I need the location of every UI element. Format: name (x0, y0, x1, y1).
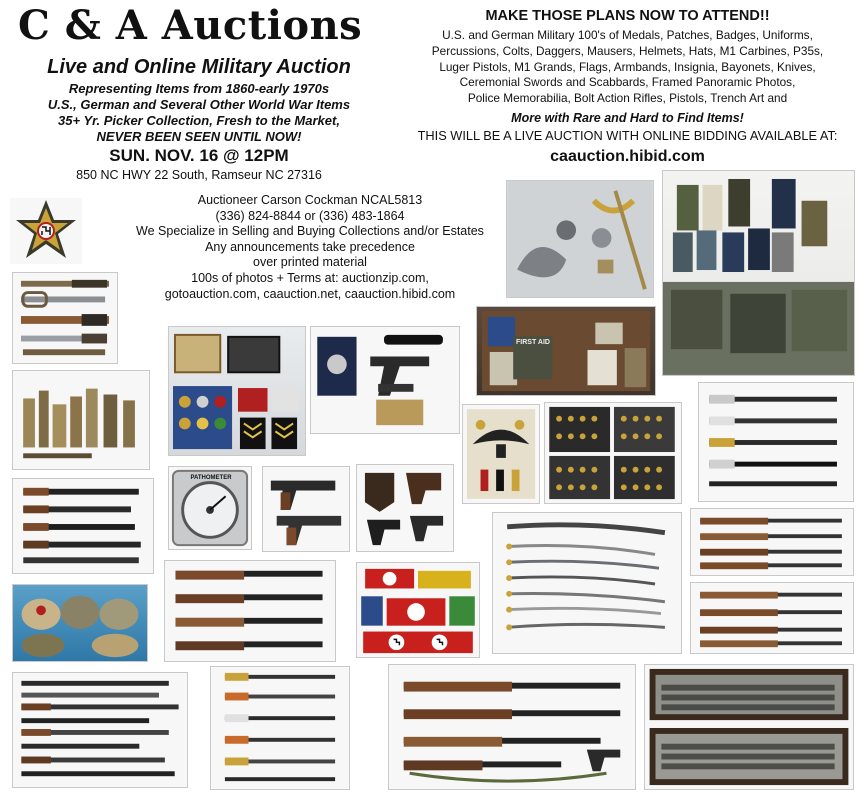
police-revolver-photo (310, 326, 460, 434)
eagle-insignia-photo (462, 404, 540, 504)
bidding-url-link[interactable]: caauction.hibid.com (550, 148, 705, 165)
description-line: Representing Items from 1860-early 1970s (68, 81, 330, 96)
auctioneer-info (120, 193, 500, 302)
first-aid-label: FIRST AID (516, 339, 550, 346)
uniforms-photo (662, 170, 855, 376)
rare-items-line: More with Rare and Hard to Find Items! (511, 111, 744, 125)
ceremonial-daggers-photo (698, 382, 854, 502)
items-line: Ceremonial Swords and Scabbards, Framed Panoramic Photos, (459, 75, 796, 90)
medal-cross-photo (10, 198, 82, 264)
armbands-photo (356, 562, 480, 658)
pathometer-photo (168, 466, 252, 550)
auction-date: SUN. NOV. 16 @ 12PM (109, 146, 289, 165)
description-line: 35+ Yr. Picker Collection, Fresh to the Market, (58, 113, 340, 128)
m1-garands-photo (388, 664, 636, 790)
trench-knives-photo (12, 272, 118, 364)
auction-subtitle: Live and Online Military Auction (47, 56, 351, 78)
items-list (400, 28, 855, 107)
live-bidding-line: THIS WILL BE A LIVE AUCTION WITH ONLINE BIDDING AVAILABLE AT: (417, 128, 838, 143)
phone-numbers: (336) 824-8844 or (336) 483-1864 (215, 208, 405, 223)
medals-badges-photo (168, 326, 306, 456)
framed-panoramic-photos (644, 664, 854, 790)
auctioneer-name: Auctioneer Carson Cockman NCAL5813 (197, 193, 423, 207)
holsters-pistols-photo (356, 464, 454, 552)
bayonets-photo (12, 478, 154, 574)
helmets-photo (12, 584, 148, 662)
disclaimer-line: Any announcements take precedence (205, 239, 415, 254)
auction-address: 850 NC HWY 22 South, Ramseur NC 27316 (76, 168, 322, 182)
auction-description (20, 81, 378, 145)
items-line: Police Memorabilia, Bolt Action Rifles, Pistols, Trench Art and (467, 91, 788, 106)
items-line: Percussions, Colts, Daggers, Mausers, Helmets, Hats, M1 Carbines, P35s, (431, 43, 824, 58)
medal-display-cases-photo (544, 402, 682, 504)
daggers-photo (210, 666, 350, 790)
bolt-action-rifles-photo (690, 508, 854, 576)
items-line: Luger Pistols, M1 Grands, Flags, Armbands, Insignia, Bayonets, Knives, (439, 59, 816, 74)
photos-terms-line: 100s of photos + Terms at: auctionzip.com, (191, 270, 429, 285)
description-line: U.S., German and Several Other World War Items (47, 97, 351, 112)
swords-photo (492, 512, 682, 654)
pathometer-label: PATHOMETER (190, 475, 232, 481)
page-title: C & A Auctions (18, 2, 363, 49)
militaria-items-photo (506, 180, 654, 298)
first-aid-crate-photo (476, 306, 656, 396)
disclaimer-line: over printed material (253, 255, 367, 270)
m1-carbines-photo (164, 560, 336, 662)
mauser-rifles-photo (690, 582, 854, 654)
specialty-line: We Specialize in Selling and Buying Collections and/or Estates (136, 224, 484, 239)
shell-casings-photo (12, 370, 150, 470)
mauser-pistols-photo (262, 466, 350, 552)
bayonet-collection-photo (12, 672, 188, 788)
items-line: U.S. and German Military 100's of Medals, Patches, Badges, Uniforms, (442, 28, 813, 42)
websites-line: gotoauction.com, caauction.net, caauction.hibid.com (164, 286, 456, 301)
description-line: NEVER BEEN SEEN UNTIL NOW! (96, 129, 302, 144)
announcement-headline: MAKE THOSE PLANS NOW TO ATTEND!! (485, 8, 770, 24)
